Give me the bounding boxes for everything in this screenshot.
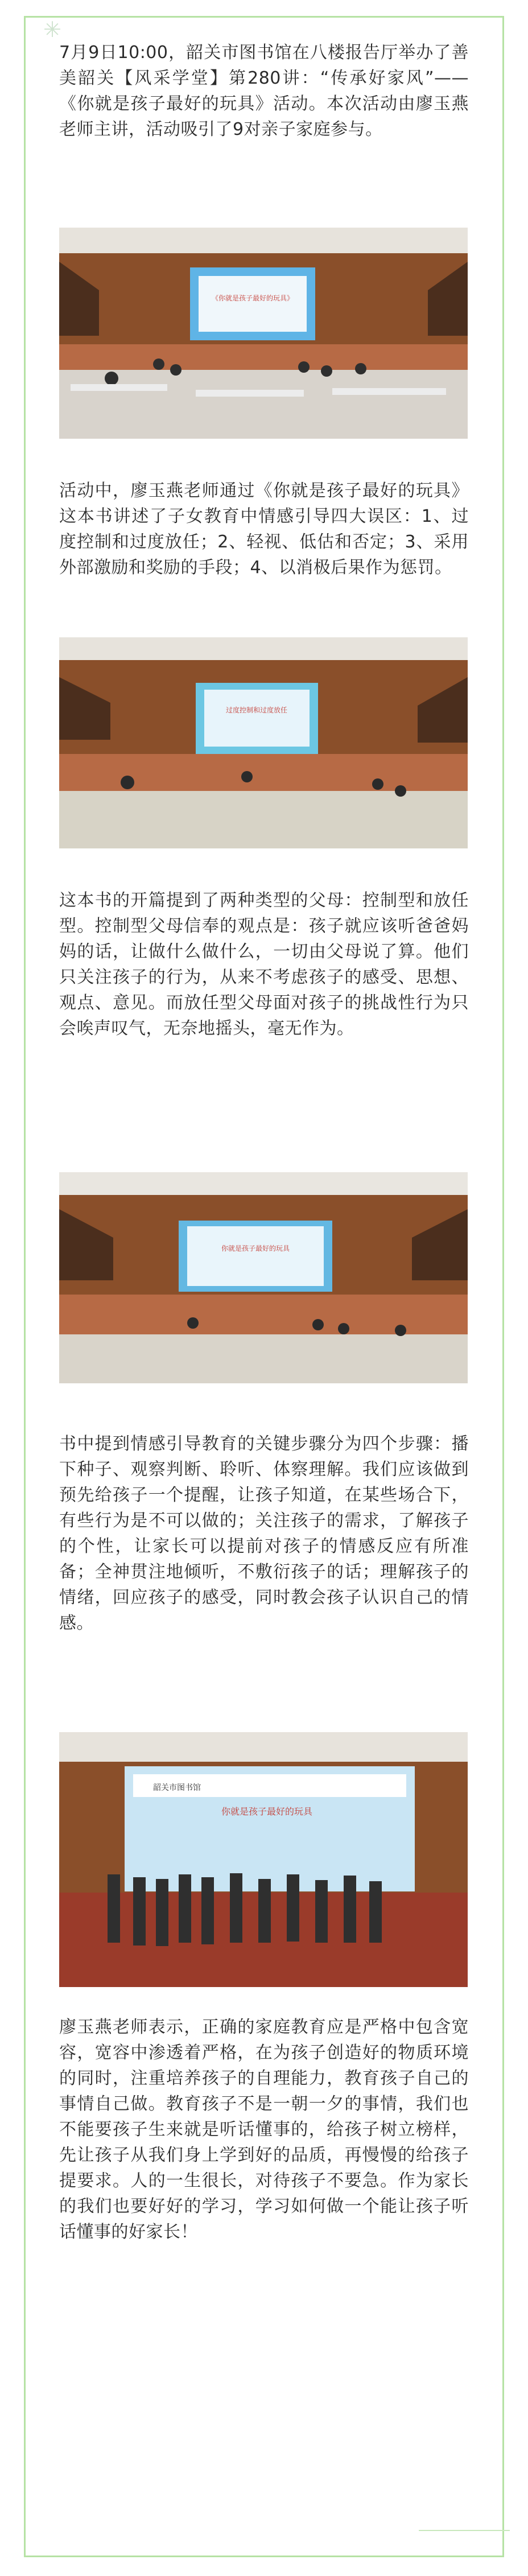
slide-title: 过度控制和过度放任 — [225, 706, 288, 714]
intro-paragraph: 7月9日10:00，韶关市图书馆在八楼报告厅举办了善美韶关【风采学堂】第280讲：“传承好家风”——《你就是孩子最好的玩具》活动。本次活动由廖玉燕老师主讲，活动吸引了9对亲子家庭参与。 — [59, 43, 469, 139]
banner-brand: 韶关市图书馆 — [153, 1783, 201, 1792]
fourth-paragraph: 书中提到情感引导教育的关键步骤分为四个步骤：播下种子、观察判断、聆听、体察理解。我们应该做到预先给孩子一个提醒，让孩子知道，在某些场合下，有些行为是不可以做的；关注孩子的需求，了解孩子的个性，让家长可以提前对孩子的情感反应有所准备；全神贯注地倾听，不敷衍孩子的话；理解孩子的情绪，回应孩子的感受，同时教会孩子认识自己的情感。 — [59, 1434, 469, 1633]
closing-paragraph: 廖玉燕老师表示，正确的家庭教育应是严格中包含宽容，宽容中渗透着严格，在为孩子创造好的物质环境的同时，注重培养孩子的自理能力，教育孩子自己的事情自己做。教育孩子不是一朝一夕的事情，我们也不能要孩子生来就是听话懂事的，给孩子树立榜样，先让孩子从我们身上学到好的品质，再慢慢的给孩子提要求。人的一生很长，对待孩子不要急。作为家长的我们也要好好的学习，学习如何做一个能让孩子听话懂事的好家长！ — [59, 2017, 469, 2242]
slide-title: 你就是孩子最好的玩具 — [221, 1806, 313, 1817]
event-photo-3 — [59, 1172, 468, 1383]
slide-title: 你就是孩子最好的玩具 — [221, 1244, 290, 1252]
slide-title: 《你就是孩子最好的玩具》 — [211, 294, 294, 302]
event-photo-1 — [59, 228, 468, 439]
footer-divider — [419, 2530, 510, 2531]
group-photo — [59, 1732, 468, 1987]
event-photo-2 — [59, 637, 468, 848]
third-paragraph: 这本书的开篇提到了两种类型的父母：控制型和放任型。控制型父母信奉的观点是：孩子就应该听爸爸妈妈的话，让做什么做什么，一切由父母说了算。他们只关注孩子的行为，从来不考虑孩子的感受、思想、观点、意见。而放任型父母面对孩子的挑战性行为只会唉声叹气，无奈地摇头，毫无作为。 — [59, 891, 469, 1038]
second-paragraph: 活动中，廖玉燕老师通过《你就是孩子最好的玩具》这本书讲述了子女教育中情感引导四大误区：1、过度控制和过度放任；2、轻视、低估和否定；3、采用外部激励和奖励的手段；4、以消极后果作为惩罚。 — [59, 481, 469, 578]
snowflake-icon: ✳ — [43, 17, 61, 42]
